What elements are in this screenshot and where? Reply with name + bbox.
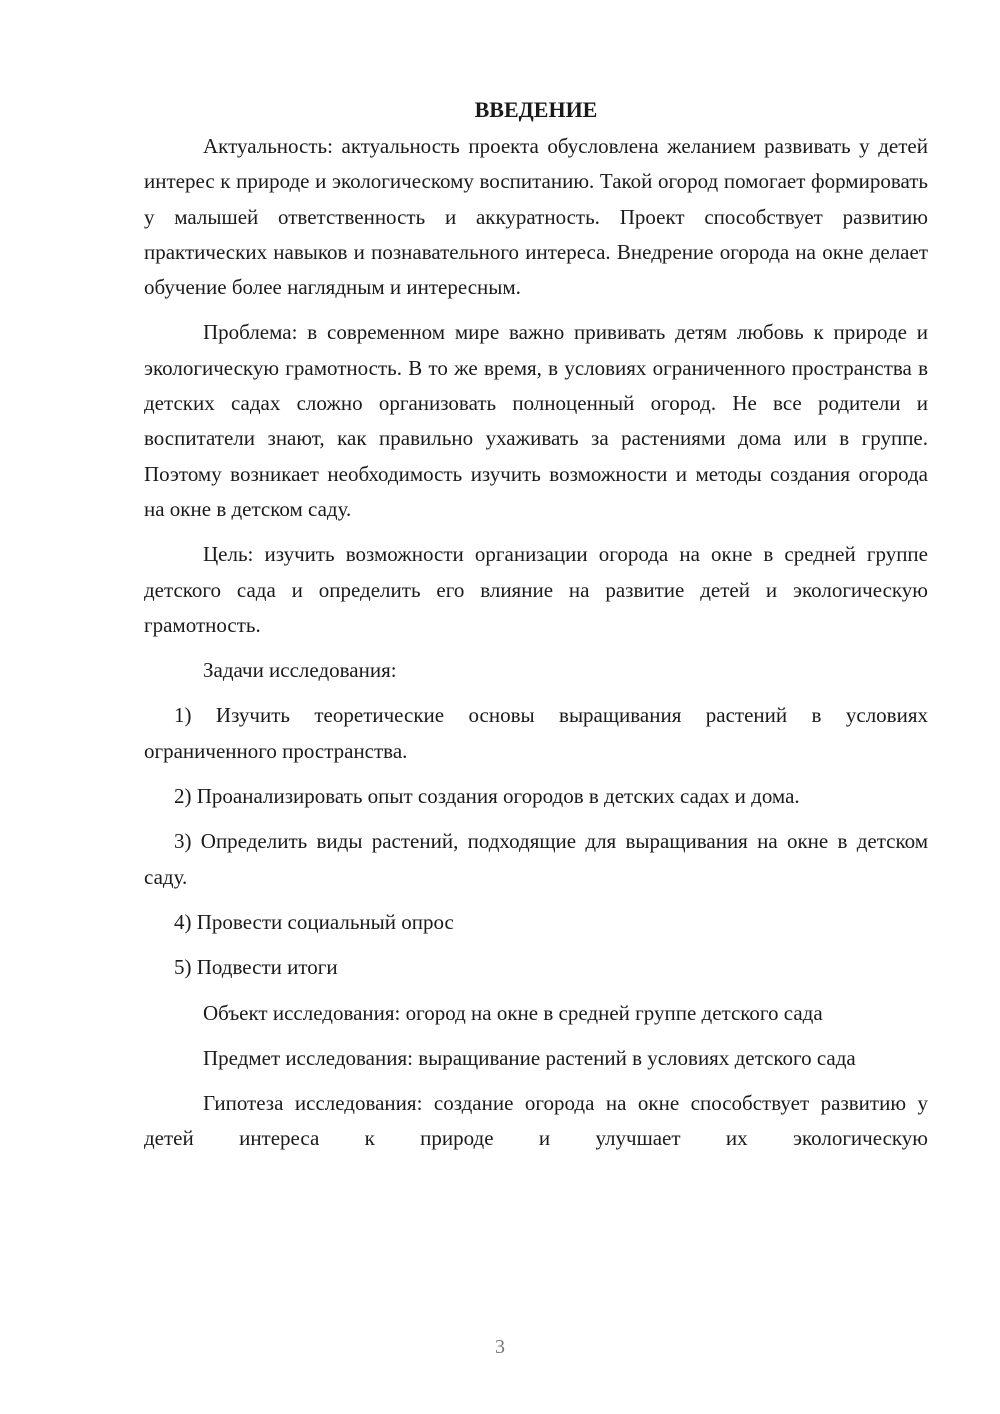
task-item-1: 1) Изучить теоретические основы выращивания растений в условиях ограниченного пространства. <box>144 703 928 763</box>
document-page <box>144 92 928 1167</box>
task-item-3: 3) Определить виды растений, подходящие для выращивания на окне в детском саду. <box>144 829 928 889</box>
task-item-5: 5) Подвести итоги <box>174 955 338 980</box>
section-title: ВВЕДЕНИЕ <box>474 97 598 122</box>
paragraph-object: Объект исследования: огород на окне в средней группе детского сада <box>203 1000 823 1025</box>
paragraph-problem: Проблема: в современном мире важно прививать детям любовь к природе и экологическую грамотность. В то же время, в условиях ограниченного пространства в детских садах сложно организовать полноценный огород. Не все родители и воспитатели знают, как правильно ухаживать за растениями дома или в группе. Поэтому возникает необходимость изучить возможности и методы создания огорода на окне в детском саду. <box>144 320 928 521</box>
paragraph-subject: Предмет исследования: выращивание растений в условиях детского сада <box>203 1045 856 1070</box>
paragraph-goal: Цель: изучить возможности организации огорода на окне в средней группе детского сада и определить его влияние на развитие детей и экологическую грамотность. <box>144 542 928 637</box>
paragraph-relevance: Актуальность: актуальность проекта обусловлена желанием развивать у детей интерес к природе и экологическому воспитанию. Такой огород помогает формировать у малышей ответственность и аккуратность. Проект способствует развитию практических навыков и познавательного интереса. Внедрение огорода на окне делает обучение более наглядным и интересным. <box>144 134 928 300</box>
paragraph-tasks-heading: Задачи исследования: <box>203 658 397 683</box>
task-item-4: 4) Провести социальный опрос <box>174 909 454 934</box>
paragraph-hypothesis: Гипотеза исследования: создание огорода на окне способствует развитию у детей интереса к природе и улучшает их экологическую <box>144 1091 928 1151</box>
page-number: 3 <box>495 1336 505 1358</box>
task-item-2: 2) Проанализировать опыт создания огородов в детских садах и дома. <box>174 784 800 809</box>
